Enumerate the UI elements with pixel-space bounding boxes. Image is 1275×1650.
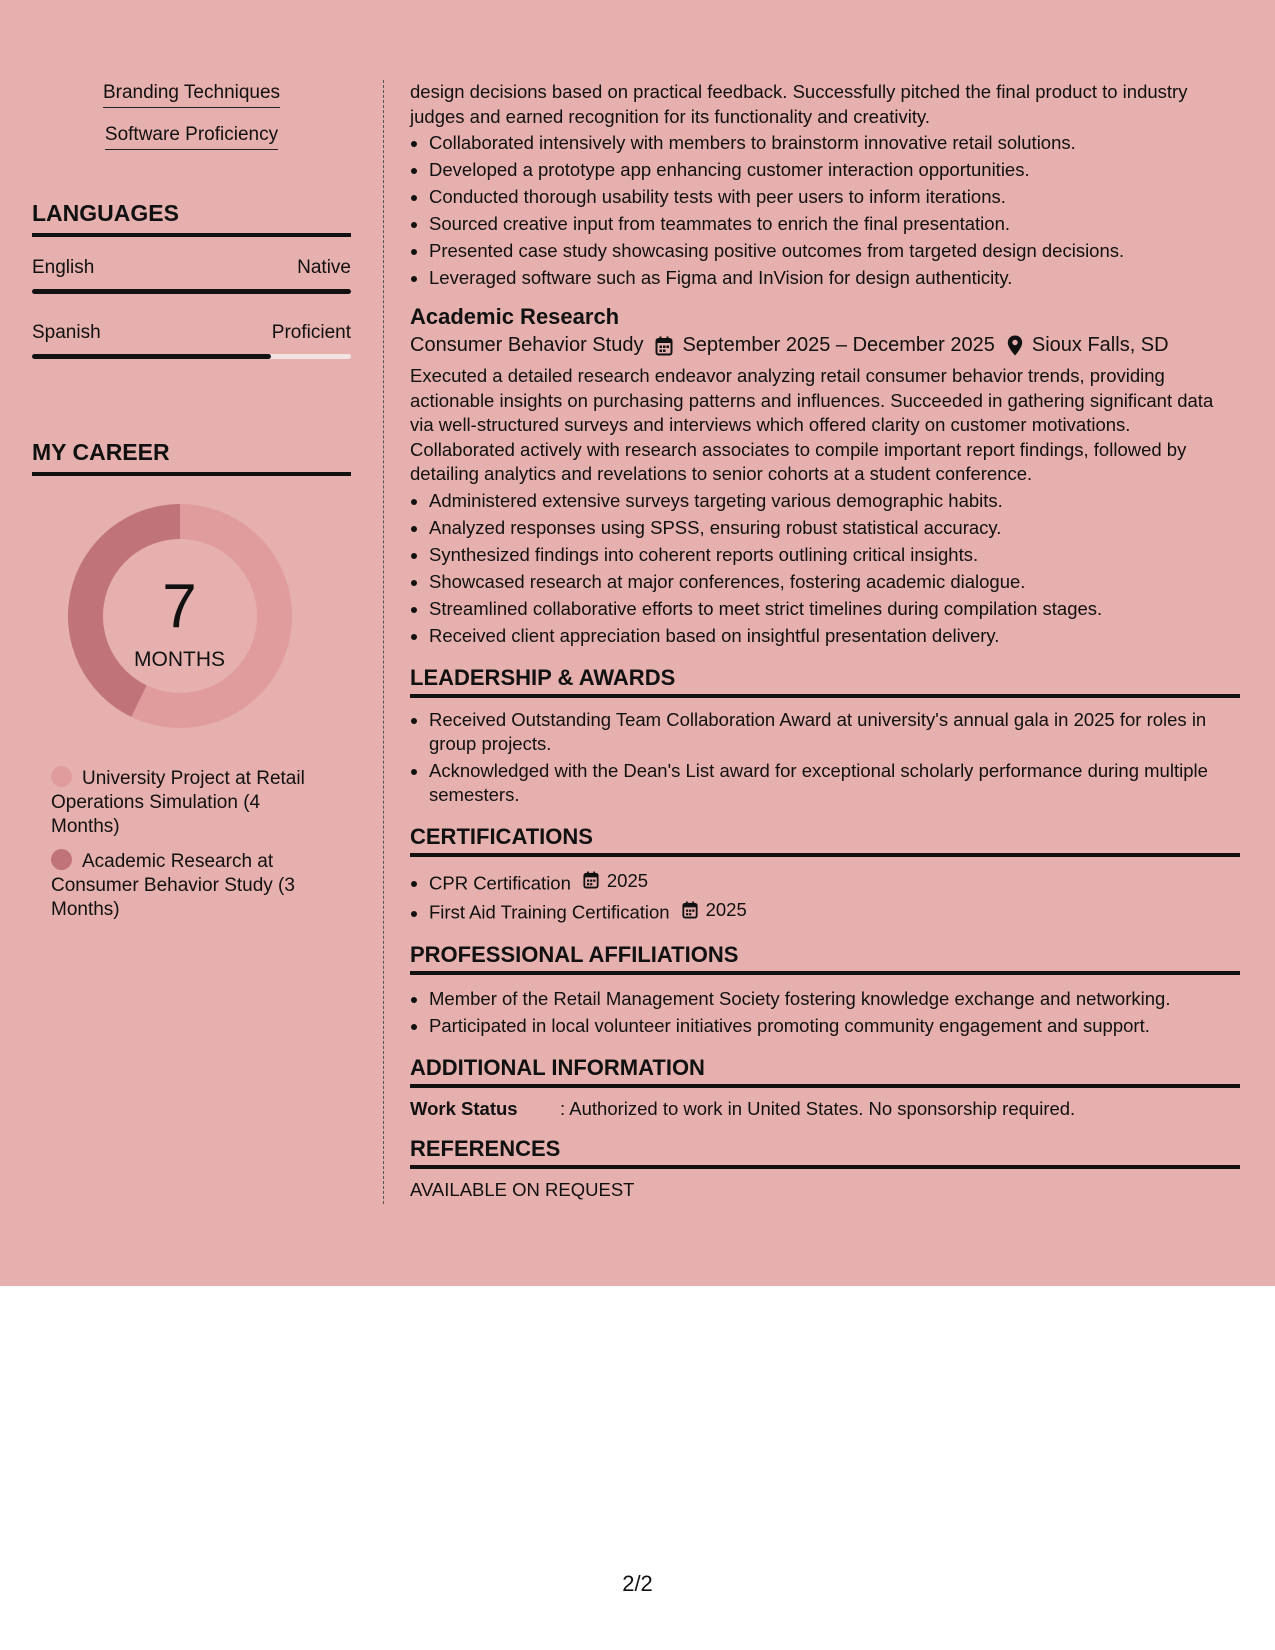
project-bullet-list	[410, 129, 1240, 291]
list-item: • Conducted thorough usability tests with peer users to inform iterations.	[429, 183, 1240, 210]
career-total-unit: MONTHS	[134, 648, 225, 671]
legend-label: Academic Research at Consumer Behavior Study (3 Months)	[51, 851, 295, 920]
additional-info-heading: ADDITIONAL INFORMATION	[410, 1055, 1240, 1088]
location-pin-icon	[1007, 335, 1023, 356]
list-item: • Analyzed responses using SPSS, ensuring robust statistical accuracy.	[429, 514, 1240, 541]
legend-label: University Project at Retail Operations Simulation (4 Months)	[51, 768, 305, 837]
list-item: • Received Outstanding Team Collaboration Award at university's annual gala in 2025 for roles in group projects.	[429, 708, 1240, 757]
research-bullet-list	[410, 487, 1240, 649]
affiliations-list	[410, 985, 1240, 1039]
leadership-list	[410, 708, 1240, 808]
list-item: • Collaborated intensively with members to brainstorm innovative retail solutions.	[429, 129, 1240, 156]
sidebar	[32, 82, 351, 932]
list-item: • Acknowledged with the Dean's List award for exceptional scholarly performance during multiple semesters.	[429, 759, 1240, 808]
main-content	[410, 80, 1240, 1201]
list-item: • Participated in local volunteer initiatives promoting community engagement and support.	[429, 1012, 1240, 1039]
language-level: Native	[297, 257, 351, 278]
list-item: • Presented case study showcasing positive outcomes from targeted design decisions.	[429, 237, 1240, 264]
list-item: • Streamlined collaborative efforts to meet strict timelines during compilation stages.	[429, 595, 1240, 622]
list-item: • Showcased research at major conferences, fostering academic dialogue.	[429, 568, 1240, 595]
calendar-icon	[583, 871, 603, 889]
research-subtitle-row	[410, 334, 1240, 357]
certification-year: 2025	[705, 899, 747, 920]
references-heading: REFERENCES	[410, 1136, 1240, 1169]
language-name: Spanish	[32, 322, 101, 343]
skill-item: Software Proficiency	[32, 124, 351, 150]
list-item: • Developed a prototype app enhancing customer interaction opportunities.	[429, 156, 1240, 183]
list-item: • Sourced creative input from teammates to enrich the final presentation.	[429, 210, 1240, 237]
affiliations-heading: PROFESSIONAL AFFILIATIONS	[410, 942, 1240, 975]
legend-swatch	[51, 766, 72, 787]
list-item: • Synthesized findings into coherent reports outlining critical insights.	[429, 541, 1240, 568]
language-item	[32, 257, 351, 294]
list-item: • Leveraged software such as Figma and InVision for design authenticity.	[429, 264, 1240, 291]
list-item: • Member of the Retail Management Society fostering knowledge exchange and networking.	[429, 985, 1240, 1012]
legend-swatch	[51, 849, 72, 870]
list-item	[429, 896, 1240, 926]
career-heading: MY CAREER	[32, 439, 351, 476]
language-level: Proficient	[271, 322, 351, 343]
language-proficiency-fill	[32, 354, 271, 359]
certification-year: 2025	[606, 869, 649, 891]
research-dates: September 2025 – December 2025	[682, 334, 995, 356]
research-description: Executed a detailed research endeavor analyzing retail consumer behavior trends, providing actionable insights on purchasing patterns and influences. Succeeded in gathering significant data via well-structured surveys and interviews which offered clarity on customer motivations. Collaborated actively with research associates to compile important report findings, followed by detailing analytics and revelations to senior cohorts at a student conference.	[410, 365, 1214, 484]
research-title: Academic Research	[410, 304, 620, 329]
career-legend	[32, 766, 351, 922]
language-proficiency-bar	[32, 289, 351, 294]
research-location: Sioux Falls, SD	[1031, 334, 1169, 356]
language-proficiency-bar	[32, 354, 351, 359]
languages-heading: LANGUAGES	[32, 200, 351, 237]
list-item	[429, 867, 1240, 897]
language-proficiency-fill	[32, 289, 351, 294]
list-item: • Received client appreciation based on insightful presentation delivery.	[429, 622, 1240, 649]
language-name: English	[32, 257, 95, 278]
career-total-number: 7	[162, 572, 197, 641]
certification-name: First Aid Training Certification	[429, 901, 670, 923]
legend-item	[51, 849, 321, 922]
research-subtitle: Consumer Behavior Study	[410, 334, 644, 356]
work-status-value: : Authorized to work in United States. No sponsorship required.	[560, 1097, 1076, 1119]
language-item	[32, 322, 351, 359]
references-text: AVAILABLE ON REQUEST	[410, 1178, 635, 1200]
calendar-icon	[655, 336, 673, 356]
career-donut-chart	[32, 504, 351, 754]
leadership-heading: LEADERSHIP & AWARDS	[410, 665, 1240, 698]
certification-name: CPR Certification	[429, 872, 571, 893]
certifications-heading: CERTIFICATIONS	[410, 824, 1240, 857]
skill-item: Branding Techniques	[32, 82, 351, 108]
certifications-list	[410, 867, 1240, 926]
calendar-icon	[682, 901, 702, 919]
work-status-row	[410, 1098, 1240, 1120]
page-number: 2/2	[622, 1571, 653, 1596]
work-status-label: Work Status	[410, 1097, 518, 1119]
column-divider	[383, 80, 384, 1204]
legend-item	[51, 766, 321, 839]
project-description-continued: design decisions based on practical feedback. Successfully pitched the final product to industry judges and earned recognition for its functionality and creativity.	[410, 81, 1188, 127]
list-item: • Administered extensive surveys targeting various demographic habits.	[429, 487, 1240, 514]
